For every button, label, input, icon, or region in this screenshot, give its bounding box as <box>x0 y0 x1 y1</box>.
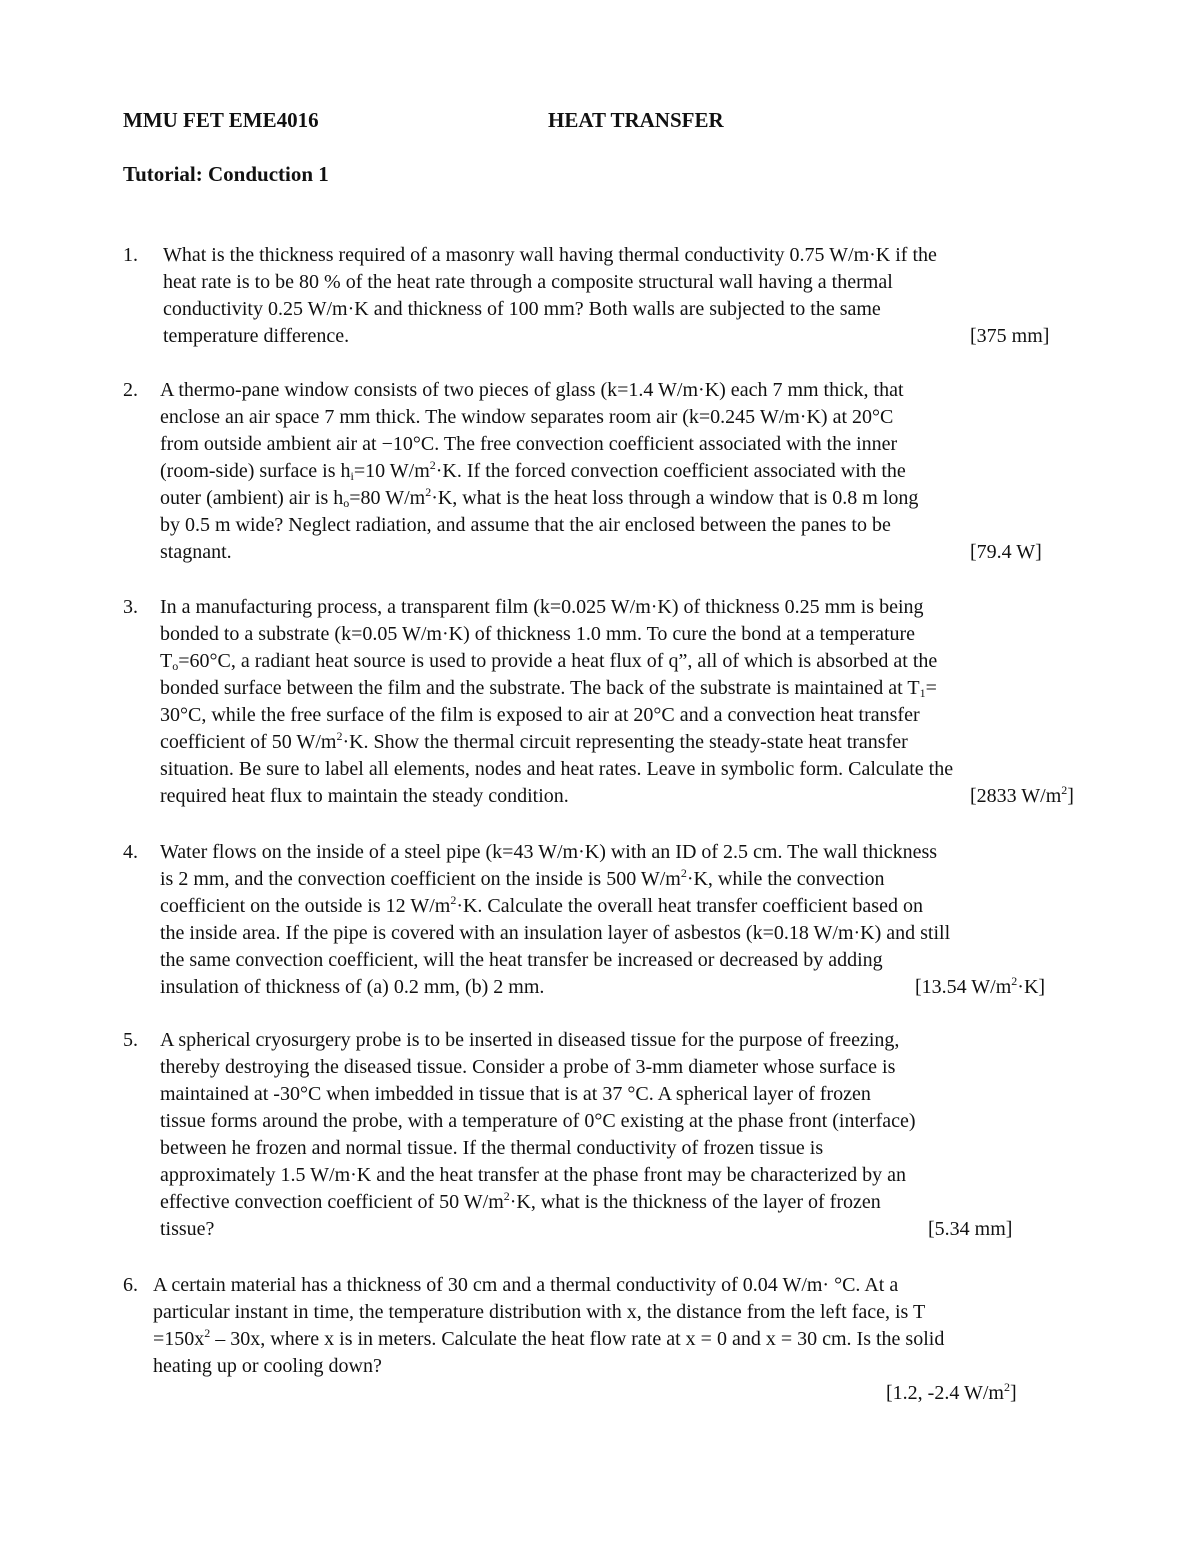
question-line: tissue forms around the probe, with a temperature of 0°C existing at the phase front (interface) <box>160 1110 916 1132</box>
question-line: (room-side) surface is $h_i=10$ $W/m^2\cdot K$. If the forced convection coefficient associated with the <box>160 458 906 483</box>
question-line: the inside area. If the pipe is covered with an insulation layer of asbestos (k=0.18 W/m·K) and still <box>160 922 951 944</box>
question-line: effective convection coefficient of 50 $W/m^2\cdot K$, what is the thickness of the layer of frozen <box>160 1189 881 1213</box>
course-code: MMU FET EME4016 <box>123 108 319 132</box>
question-line: heating up or cooling down? <box>153 1355 382 1377</box>
answer-label: [2833 $W/m^2$] <box>970 783 1074 807</box>
question-line: A certain material has a thickness of 30 cm and a thermal conductivity of 0.04 W/m· °C. At a <box>153 1274 899 1296</box>
question-line: A spherical cryosurgery probe is to be inserted in diseased tissue for the purpose of freezing, <box>160 1029 900 1051</box>
question-line: outer (ambient) air is $h_o=80$ $W/m^2\cdot K$, what is the heat loss through a window that is 0.8 m long <box>160 485 919 510</box>
question-line: In a manufacturing process, a transparent film (k=0.025 W/m·K) of thickness 0.25 mm is being <box>160 596 924 618</box>
question-line: Water flows on the inside of a steel pipe (k=43 W/m·K) with an ID of 2.5 cm. The wall thickness <box>160 841 938 863</box>
question-line: is 2 mm, and the convection coefficient on the inside is 500 $W/m^2\cdot K$, while the convection <box>160 866 885 890</box>
question-line: by 0.5 m wide? Neglect radiation, and assume that the air enclosed between the panes to be <box>160 514 891 536</box>
question-line: temperature difference. <box>163 325 350 347</box>
question-line: $=150x^2 - 30x$, where x is in meters. Calculate the heat flow rate at x = 0 and x = 30 cm. Is the solid <box>153 1326 945 1350</box>
question-line: required heat flux to maintain the steady condition. <box>160 785 569 807</box>
answer-label: [5.34 mm] <box>928 1218 1013 1240</box>
question-number: 3. <box>123 596 138 618</box>
question-line: coefficient of 50 $W/m^2\cdot K$. Show the thermal circuit representing the steady-state heat transfer <box>160 729 908 753</box>
question-line: bonded to a substrate (k=0.05 W/m·K) of thickness 1.0 mm. To cure the bond at a temperature <box>160 623 916 645</box>
answer-label: [13.54 $W/m^2\cdot K$] <box>915 974 1046 998</box>
question-line: $T_o=60^\circ C$, a radiant heat source is used to provide a heat flux of q”, all of which is absorbed at the <box>160 650 938 673</box>
tutorial-title: Tutorial: Conduction 1 <box>123 162 329 186</box>
question-line: enclose an air space 7 mm thick. The window separates room air (k=0.245 W/m·K) at 20°C <box>160 406 894 428</box>
answer-label: [79.4 W] <box>970 541 1042 563</box>
question-line: What is the thickness required of a masonry wall having thermal conductivity 0.75 W/m·K if the <box>163 244 937 266</box>
question-number: 5. <box>123 1029 138 1051</box>
question-line: maintained at -30°C when imbedded in tissue that is at 37 °C. A spherical layer of frozen <box>160 1083 871 1105</box>
question-line: the same convection coefficient, will the heat transfer be increased or decreased by adding <box>160 949 883 971</box>
question-line: A thermo-pane window consists of two pieces of glass (k=1.4 W/m·K) each 7 mm thick, that <box>160 379 904 401</box>
answer-label: [1.2, -2.4 $W/m^2$] <box>886 1380 1017 1404</box>
question-line: coefficient on the outside is 12 $W/m^2\cdot K$. Calculate the overall heat transfer coefficient based on <box>160 893 923 917</box>
question-line: between he frozen and normal tissue. If the thermal conductivity of frozen tissue is <box>160 1137 824 1159</box>
question-line: stagnant. <box>160 541 232 563</box>
question-line: bonded surface between the film and the substrate. The back of the substrate is maintained at $T_1=$ <box>160 677 937 700</box>
question-line: approximately 1.5 W/m·K and the heat transfer at the phase front may be characterized by an <box>160 1164 906 1186</box>
question-number: 6. <box>123 1274 138 1296</box>
answer-label: [375 mm] <box>970 325 1050 347</box>
question-line: conductivity 0.25 W/m·K and thickness of 100 mm? Both walls are subjected to the same <box>163 298 881 320</box>
question-number: 4. <box>123 841 138 863</box>
question-line: 30°C, while the free surface of the film is exposed to air at 20°C and a convection heat transfer <box>160 704 920 726</box>
question-line: from outside ambient air at −10°C. The free convection coefficient associated with the inner <box>160 433 898 455</box>
question-line: situation. Be sure to label all elements, nodes and heat rates. Leave in symbolic form. Calculate the <box>160 758 954 780</box>
question-line: particular instant in time, the temperature distribution with x, the distance from the left face, is T <box>153 1301 926 1323</box>
question-number: 1. <box>123 244 138 266</box>
question-line: heat rate is to be 80 % of the heat rate through a composite structural wall having a thermal <box>163 271 893 293</box>
question-line: insulation of thickness of (a) 0.2 mm, (b) 2 mm. <box>160 976 545 998</box>
subject-title: HEAT TRANSFER <box>548 108 724 132</box>
question-number: 2. <box>123 379 138 401</box>
question-line: tissue? <box>160 1218 215 1240</box>
question-line: thereby destroying the diseased tissue. Consider a probe of 3-mm diameter whose surface is <box>160 1056 896 1078</box>
